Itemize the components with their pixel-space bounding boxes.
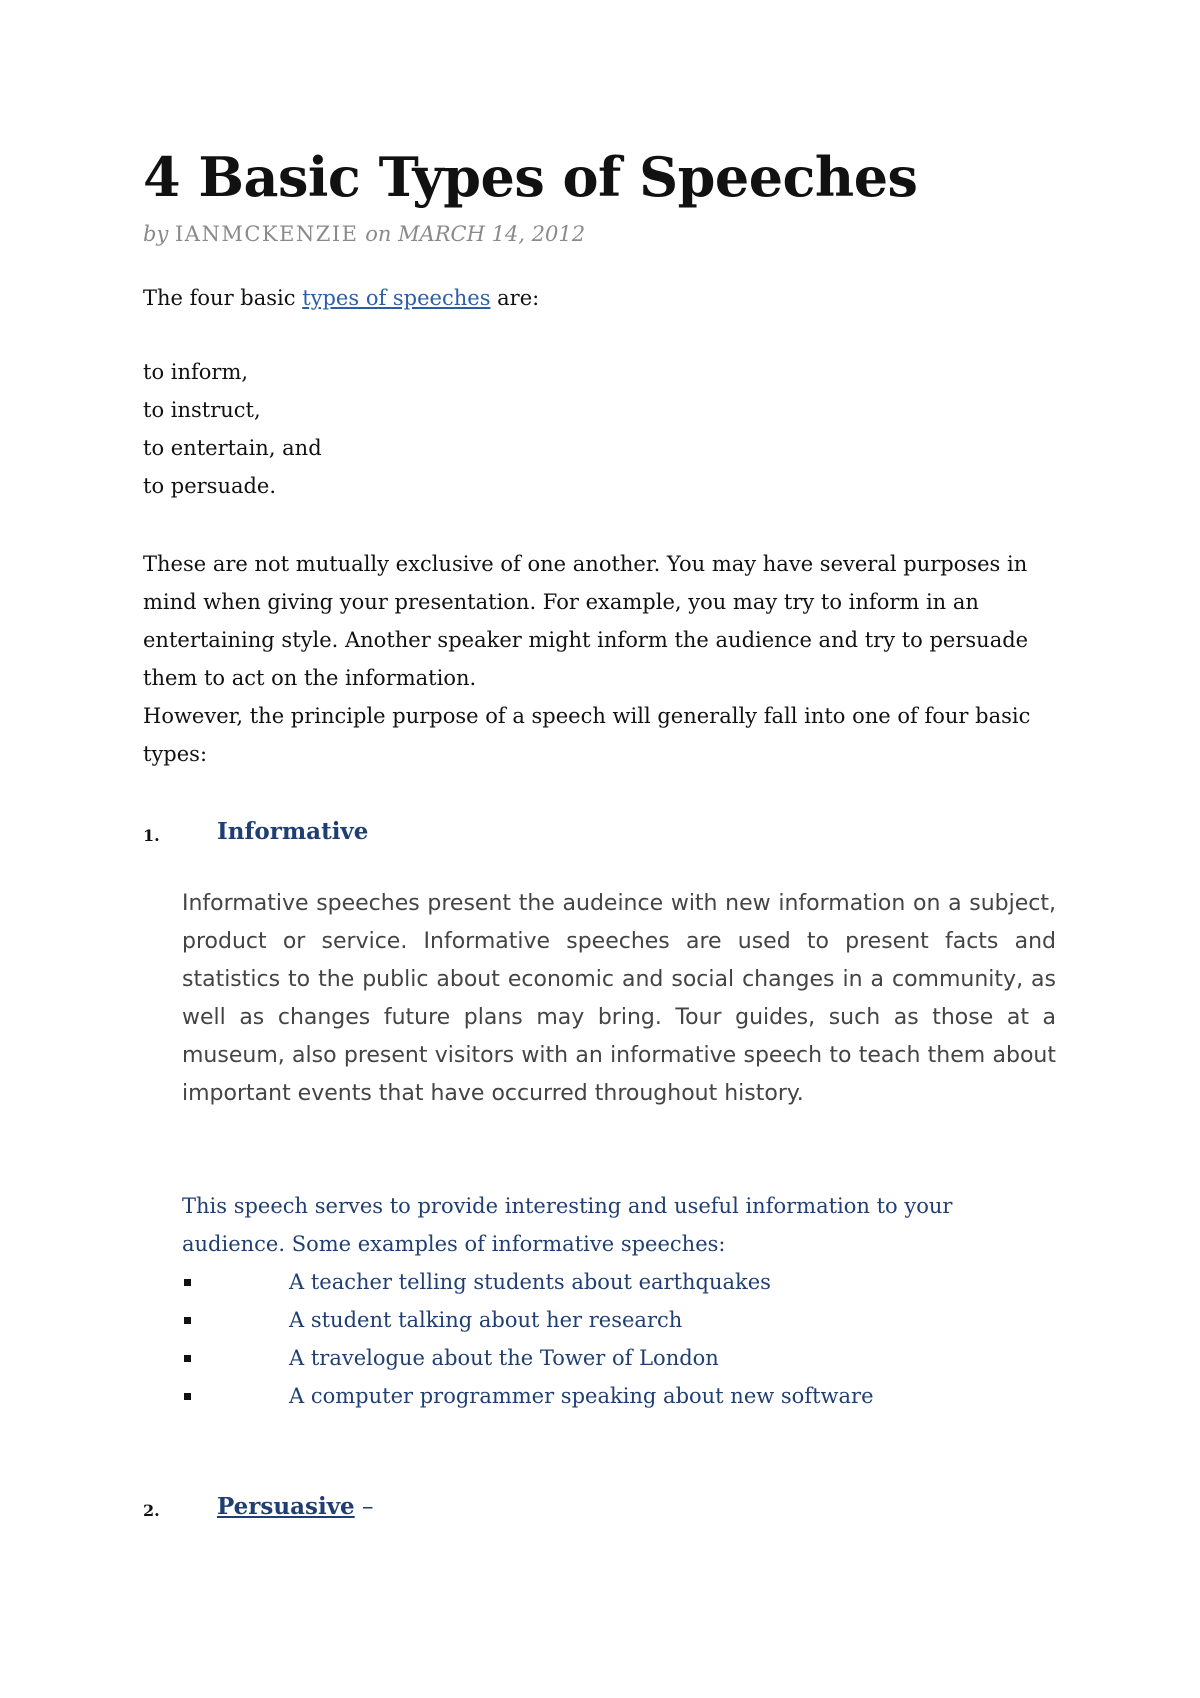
purpose-item: to persuade.	[143, 474, 277, 498]
informative-description: Informative speeches present the audeince with new information on a subject, product or service. Informative speeches are used to present facts and statistics to the public about economic and social changes in a community, as well as changes future plans may bring. Tour guides, such as those at a museum, also present visitors with an informative speech to teach them about important events that have occurred throughout history.	[182, 891, 1056, 1106]
intro-before: The four basic	[143, 286, 303, 310]
examples-intro: This speech serves to provide interesting and useful information to your audience. Some examples of informative speeches:	[182, 1194, 953, 1256]
persuasive-link[interactable]: Persuasive	[217, 1493, 355, 1520]
list-item-text: A travelogue about the Tower of London	[289, 1346, 719, 1370]
purpose-item: to inform,	[143, 360, 249, 384]
section-title-wrap	[217, 1493, 374, 1520]
square-bullet-icon	[184, 1279, 191, 1286]
section-number: 2.	[143, 1501, 160, 1520]
purpose-item: to entertain, and	[143, 436, 322, 460]
byline-by: by	[143, 222, 169, 246]
intro-sentence	[143, 279, 539, 317]
byline	[143, 222, 585, 246]
section-number: 1.	[143, 826, 160, 845]
list-item-text: A student talking about her research	[289, 1308, 683, 1332]
byline-date: MARCH 14, 2012	[398, 222, 586, 246]
byline-author[interactable]: IANMCKENZIE	[175, 222, 359, 246]
types-of-speeches-link[interactable]: types of speeches	[302, 286, 491, 310]
paragraph-1: These are not mutually exclusive of one another. You may have several purposes in mind when giving your presentation. For example, you may try to inform in an entertaining style. Another speaker might inform the audience and try to persuade them to act on the information.	[143, 552, 1029, 690]
list-item-text: A computer programmer speaking about new software	[289, 1384, 874, 1408]
body-paragraphs	[143, 545, 1063, 773]
square-bullet-icon	[184, 1317, 191, 1324]
purpose-item: to instruct,	[143, 398, 261, 422]
intro-after: are:	[490, 286, 540, 310]
square-bullet-icon	[184, 1393, 191, 1400]
list-item-text: A teacher telling students about earthquakes	[289, 1270, 771, 1294]
page-title: 4 Basic Types of Speeches	[143, 145, 918, 209]
paragraph-2: However, the principle purpose of a speech will generally fall into one of four basic types:	[143, 704, 1031, 766]
section-title: Informative	[217, 818, 369, 845]
purposes-list	[143, 353, 322, 505]
byline-on: on	[365, 222, 392, 246]
heading-dash: –	[354, 1494, 374, 1520]
square-bullet-icon	[184, 1355, 191, 1362]
